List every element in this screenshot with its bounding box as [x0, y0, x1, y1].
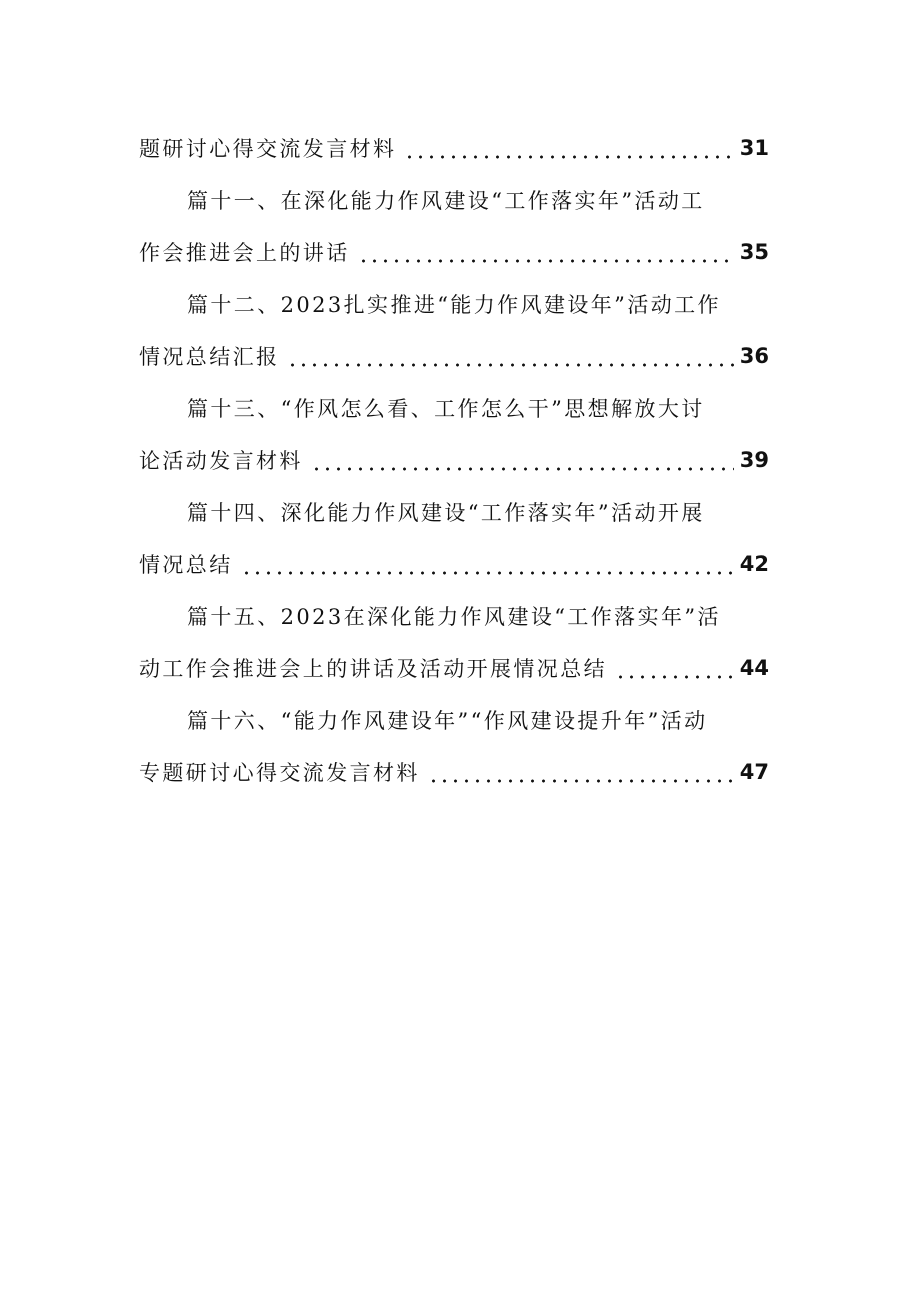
toc-entry-title: 篇十三、“作风怎么看、工作怎么干”思想解放大讨	[187, 397, 705, 421]
toc-dot-leader	[428, 778, 734, 784]
toc-entry-title: 篇十一、在深化能力作风建设“工作落实年”活动工	[187, 189, 705, 213]
toc-page-number: 44	[739, 656, 769, 680]
table-of-contents	[139, 122, 769, 798]
toc-entry-12-tail	[139, 330, 769, 382]
toc-entry-title-cont: 论活动发言材料	[139, 449, 303, 473]
toc-entry-title-cont: 情况总结汇报	[139, 345, 280, 369]
toc-entry-16-head	[139, 694, 769, 746]
toc-entry-14-tail	[139, 538, 769, 590]
toc-dot-leader	[615, 674, 734, 680]
toc-entry-title: 题研讨心得交流发言材料	[139, 137, 397, 161]
toc-dot-leader	[241, 570, 734, 576]
toc-page-number: 42	[739, 552, 769, 576]
toc-dot-leader	[404, 154, 733, 160]
toc-entry-title-cont: 作会推进会上的讲话	[139, 241, 350, 265]
toc-page-number: 47	[739, 760, 769, 784]
toc-entry-10-tail	[139, 122, 769, 174]
toc-entry-title-cont: 情况总结	[139, 553, 233, 577]
toc-entry-title: 篇十六、“能力作风建设年”“作风建设提升年”活动	[187, 709, 708, 733]
toc-dot-leader	[287, 362, 733, 368]
toc-entry-15-tail	[139, 642, 769, 694]
toc-entry-title-cont: 动工作会推进会上的讲话及活动开展情况总结	[139, 657, 607, 681]
toc-page-number: 39	[739, 448, 769, 472]
toc-entry-13-head	[139, 382, 769, 434]
toc-entry-11-tail	[139, 226, 769, 278]
toc-page-number: 31	[739, 136, 769, 160]
toc-entry-12-head	[139, 278, 769, 330]
toc-entry-16-tail	[139, 746, 769, 798]
toc-entry-11-head	[139, 174, 769, 226]
toc-entry-13-tail	[139, 434, 769, 486]
toc-entry-title: 篇十四、深化能力作风建设“工作落实年”活动开展	[187, 501, 705, 525]
toc-entry-title: 篇十二、2023扎实推进“能力作风建设年”活动工作	[187, 293, 721, 317]
toc-dot-leader	[358, 258, 734, 264]
toc-dot-leader	[311, 466, 734, 472]
toc-page-number: 36	[739, 344, 769, 368]
toc-entry-14-head	[139, 486, 769, 538]
toc-entry-15-head	[139, 590, 769, 642]
toc-page-number: 35	[739, 240, 769, 264]
toc-entry-title: 篇十五、2023在深化能力作风建设“工作落实年”活	[187, 605, 721, 629]
toc-entry-title-cont: 专题研讨心得交流发言材料	[139, 761, 420, 785]
